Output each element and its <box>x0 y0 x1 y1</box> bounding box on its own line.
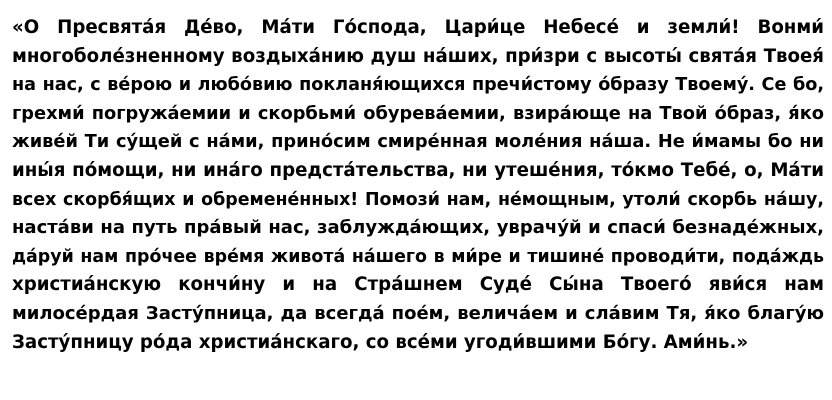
prayer-line-6: ины́я по́мощи, ни ина́го предста́тельства, ни утеше́ния, то́кмо Тебе́, о, Ма́ти <box>12 159 824 181</box>
prayer-line-12: Засту́пницу ро́да христиа́нскаго, со все́ми угоди́вшими Бо́гу. Ами́нь.» <box>12 331 749 353</box>
prayer-line-3: на нас, с ве́рою и любо́вию покланя́ющихся пречи́стому о́бразу Твоему́. Се бо, <box>12 75 824 96</box>
prayer-text <box>12 14 824 357</box>
prayer-line-4: грехми́ погружа́емии и скорбьми́ обурева́емии, взира́юще на Твой о́браз, я́ко <box>12 102 824 124</box>
prayer-line-7: всех скорбя́щих и обремене́нных! Помози́ нам, не́мощным, утоли́ скорбь на́шу, <box>12 189 824 210</box>
prayer-line-8: наста́ви на путь пра́вый нас, заблужда́ющих, уврачу́й и спаси́ безнаде́жных, <box>12 217 824 239</box>
prayer-line-5: живе́й Ти су́щей с на́ми, прино́сим смире́нная моле́ния на́ша. Не и́мамы бо ни <box>12 131 824 153</box>
prayer-line-2: многоболе́зненному воздыха́нию душ на́ших, при́зри с высоты́ свята́я Твоея́ <box>12 45 824 67</box>
prayer-line-1: «О Пресвята́я Де́во, Ма́ти Го́спода, Цари́це Небесе́ и земли́! Вонми́ <box>12 17 824 38</box>
prayer-line-10: христиа́нскую кончи́ну и на Стра́шнем Суде́ Сы́на Твоего́ яви́ся нам <box>12 274 824 296</box>
prayer-line-9: да́руй нам про́чее вре́мя живота́ на́шего в ми́ре и тишине́ проводи́ти, пода́ждь <box>12 246 824 267</box>
prayer-line-11: милосе́рдая Засту́пница, да всегда́ пое́м, велича́ем и сла́вим Тя, я́ко благу́ю <box>12 302 824 324</box>
